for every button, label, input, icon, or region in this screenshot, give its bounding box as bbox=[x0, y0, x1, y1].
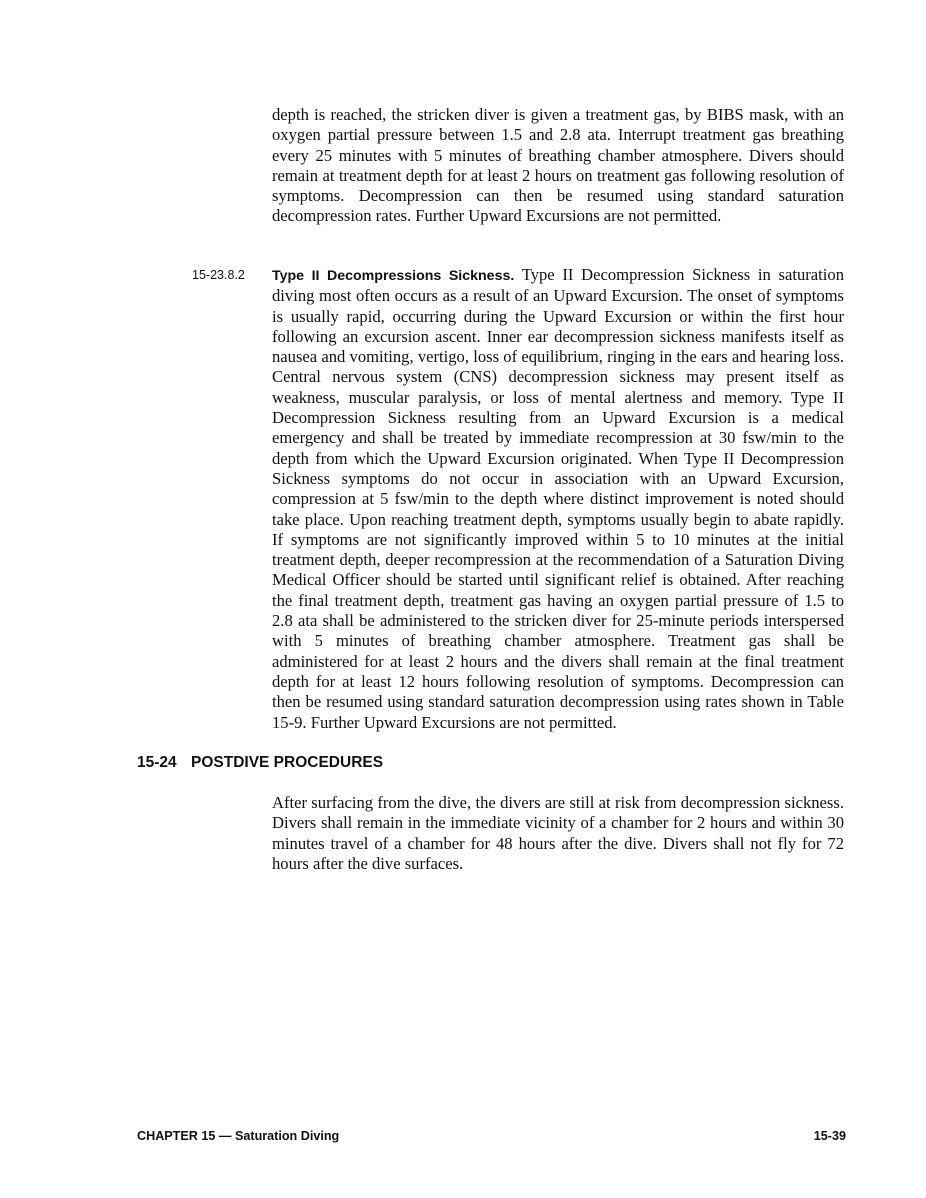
paragraph-type-ii-dcs bbox=[272, 265, 844, 733]
section-heading bbox=[137, 753, 383, 773]
section-title: POSTDIVE PROCEDURES bbox=[191, 754, 384, 771]
footer-chapter-title: CHAPTER 15 — Saturation Diving bbox=[137, 1129, 340, 1143]
paragraph-postdive: After surfacing from the dive, the divers are still at risk from decompression sickness. Divers shall remain in the immediate vicinity of a chamber for 2 hours and within 30 minutes travel of a chamber for 48 hours after the dive. Divers shall not fly for 72 hours after the dive surfaces. bbox=[272, 793, 844, 873]
section-number: 15-24 bbox=[137, 754, 177, 771]
footer-page-number: 15-39 bbox=[813, 1129, 846, 1143]
paragraph-heading: Type II Decompressions Sickness. bbox=[272, 268, 515, 284]
paragraph-treatment-continued: depth is reached, the stricken diver is given a treatment gas, by BIBS mask, with an oxygen partial pressure between 1.5 and 2.8 ata. Interrupt treatment gas breathing every 25 minutes with 5 minutes of breathing chamber atmosphere. Divers should remain at treatment depth for at least 2 hours on treatment gas following resolution of symptoms. Decompression can then be resumed using standard saturation decompression rates. Further Upward Excursions are not permitted. bbox=[272, 105, 844, 226]
paragraph-number: 15-23.8.2 bbox=[192, 268, 245, 282]
paragraph-body: Type II Decompression Sickness in saturation diving most often occurs as a result of an Upward Excursion. The onset of symptoms is usually rapid, occurring during the Upward Excursion or within the first hour following an excursion ascent. Inner ear decompression sickness manifests itself as nausea and vomiting, vertigo, loss of equilibrium, ringing in the ears and hearing loss. Central nervous system (CNS) decompression sickness may present itself as weakness, muscular paralysis, or loss of mental alertness and memory. Type II Decompression Sickness resulting from an Upward Excursion is a medical emergency and shall be treated by immediate recompression at 30 fsw/min to the depth from which the Upward Excursion originated. When Type II Decompression Sickness symptoms do not occur in association with an Upward Excursion, compression at 5 fsw/min to the depth where distinct improvement is noted should take place. Upon reaching treatment depth, symptoms usually begin to abate rapidly. If symptoms are not significantly improved within 5 to 10 minutes at the initial treatment depth, deeper recompression at the recommendation of a Saturation Diving Medical Officer should be started until significant relief is obtained. After reaching the final treatment depth, treatment gas having an oxygen partial pressure of 1.5 to 2.8 ata shall be administered to the stricken diver for 25-minute periods interspersed with 5 minutes of breathing chamber atmosphere. Treatment gas shall be administered for at least 2 hours and the divers shall remain at the final treatment depth for at least 12 hours following resolution of symptoms. Decompression can then be resumed using standard saturation decompression using rates shown in Table 15-9. Further Upward Excursions are not permitted. bbox=[272, 265, 844, 732]
